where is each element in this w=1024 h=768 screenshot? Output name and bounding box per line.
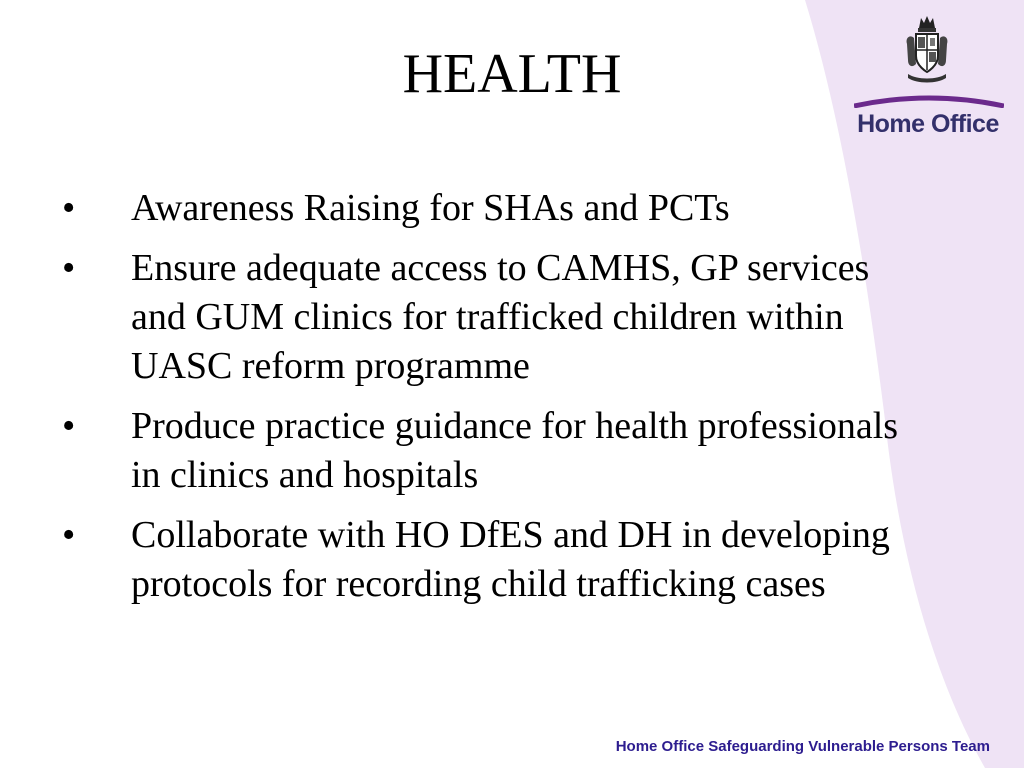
slide-title: HEALTH — [402, 43, 622, 105]
bullet-text: Ensure adequate access to CAMHS, GP services and GUM clinics for trafficked children within UASC reform programme — [131, 247, 870, 387]
bullet-text: Awareness Raising for SHAs and PCTs — [131, 187, 730, 229]
bullet-text: Collaborate with HO DfES and DH in developing protocols for recording child trafficking cases — [131, 514, 890, 605]
royal-crest-icon — [902, 14, 952, 84]
bullet-icon: • — [62, 187, 76, 229]
bullet-icon: • — [62, 247, 76, 289]
bullet-icon: • — [62, 405, 76, 447]
list-item — [56, 184, 916, 233]
bullet-icon: • — [62, 514, 76, 556]
bullet-text: Produce practice guidance for health professionals in clinics and hospitals — [131, 405, 899, 496]
home-office-logo — [848, 14, 1008, 144]
bullet-list — [56, 184, 916, 620]
list-item — [56, 511, 916, 609]
logo-text: Home Office — [857, 110, 999, 138]
logo-arc — [854, 94, 1004, 108]
list-item — [56, 402, 916, 500]
list-item — [56, 244, 916, 391]
footer-text: Home Office Safeguarding Vulnerable Persons Team — [615, 738, 990, 755]
